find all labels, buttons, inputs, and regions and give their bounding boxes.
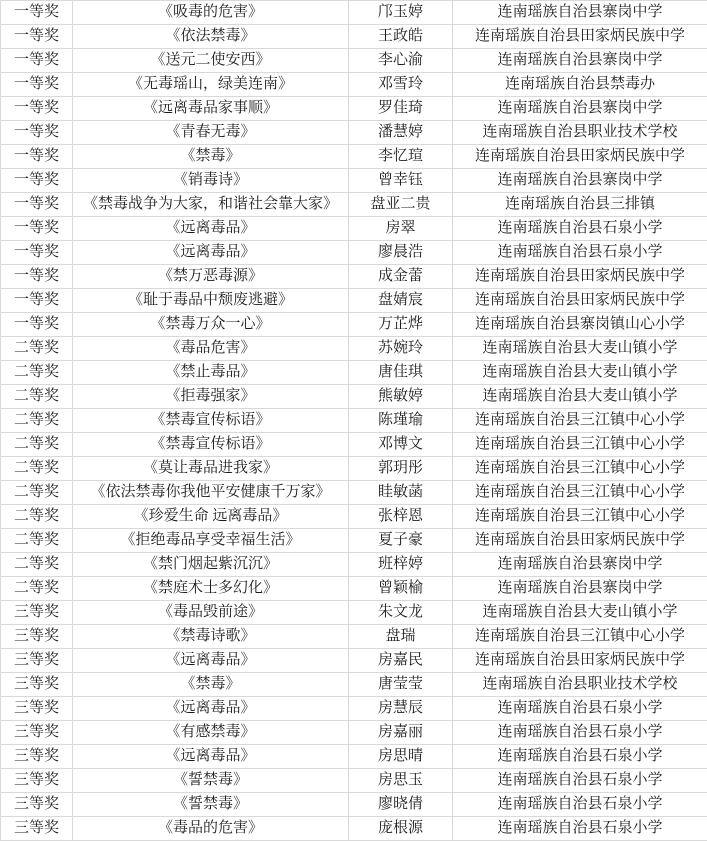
title-cell: 《禁门烟起紫沉沉》	[73, 553, 349, 577]
award-cell: 一等奖	[1, 25, 73, 49]
title-cell: 《远离毒品》	[73, 241, 349, 265]
title-cell: 《禁毒》	[73, 145, 349, 169]
school-cell: 连南瑶族自治县寨岗镇山心小学	[453, 313, 707, 337]
school-cell: 连南瑶族自治县石泉小学	[453, 721, 707, 745]
table-row	[1, 217, 707, 241]
award-cell: 三等奖	[1, 721, 73, 745]
title-cell: 《远离毒品》	[73, 697, 349, 721]
school-cell: 连南瑶族自治县田家炳民族中学	[453, 529, 707, 553]
author-cell: 房翠	[349, 217, 453, 241]
table-row	[1, 553, 707, 577]
award-cell: 二等奖	[1, 457, 73, 481]
author-cell: 王政皓	[349, 25, 453, 49]
table-row	[1, 481, 707, 505]
award-cell: 二等奖	[1, 409, 73, 433]
title-cell: 《拒绝毒品享受幸福生活》	[73, 529, 349, 553]
school-cell: 连南瑶族自治县石泉小学	[453, 217, 707, 241]
title-cell: 《销毒诗》	[73, 169, 349, 193]
author-cell: 盘瑞	[349, 625, 453, 649]
table-row	[1, 457, 707, 481]
title-cell: 《远离毒品》	[73, 745, 349, 769]
table-row	[1, 97, 707, 121]
table-row	[1, 121, 707, 145]
table-row	[1, 673, 707, 697]
author-cell: 唐佳琪	[349, 361, 453, 385]
award-cell: 二等奖	[1, 505, 73, 529]
author-cell: 房嘉丽	[349, 721, 453, 745]
award-cell: 二等奖	[1, 433, 73, 457]
award-cell: 三等奖	[1, 793, 73, 817]
school-cell: 连南瑶族自治县寨岗中学	[453, 169, 707, 193]
table-row	[1, 697, 707, 721]
author-cell: 成金蕾	[349, 265, 453, 289]
author-cell: 潘慧婷	[349, 121, 453, 145]
award-cell: 三等奖	[1, 769, 73, 793]
table-row	[1, 385, 707, 409]
title-cell: 《禁毒万众一心》	[73, 313, 349, 337]
table-row	[1, 1, 707, 25]
title-cell: 《誓禁毒》	[73, 793, 349, 817]
author-cell: 廖晓倩	[349, 793, 453, 817]
author-cell: 盘婧宸	[349, 289, 453, 313]
table-row	[1, 361, 707, 385]
title-cell: 《禁万恶毒源》	[73, 265, 349, 289]
title-cell: 《禁庭术士多幻化》	[73, 577, 349, 601]
school-cell: 连南瑶族自治县石泉小学	[453, 769, 707, 793]
title-cell: 《毒品毁前途》	[73, 601, 349, 625]
table-row	[1, 721, 707, 745]
school-cell: 连南瑶族自治县三江镇中心小学	[453, 625, 707, 649]
school-cell: 连南瑶族自治县石泉小学	[453, 697, 707, 721]
author-cell: 邓博文	[349, 433, 453, 457]
school-cell: 连南瑶族自治县三排镇	[453, 193, 707, 217]
award-cell: 二等奖	[1, 361, 73, 385]
school-cell: 连南瑶族自治县三江镇中心小学	[453, 481, 707, 505]
school-cell: 连南瑶族自治县石泉小学	[453, 817, 707, 841]
table-row	[1, 433, 707, 457]
table-row	[1, 745, 707, 769]
award-cell: 一等奖	[1, 73, 73, 97]
title-cell: 《珍爱生命 远离毒品》	[73, 505, 349, 529]
author-cell: 邝玉婷	[349, 1, 453, 25]
author-cell: 罗佳琦	[349, 97, 453, 121]
school-cell: 连南瑶族自治县三江镇中心小学	[453, 433, 707, 457]
award-cell: 一等奖	[1, 49, 73, 73]
award-cell: 二等奖	[1, 577, 73, 601]
table-row	[1, 793, 707, 817]
table-row	[1, 193, 707, 217]
author-cell: 苏婉玲	[349, 337, 453, 361]
school-cell: 连南瑶族自治县三江镇中心小学	[453, 409, 707, 433]
school-cell: 连南瑶族自治县石泉小学	[453, 241, 707, 265]
author-cell: 庞根源	[349, 817, 453, 841]
author-cell: 万芷烨	[349, 313, 453, 337]
table-row	[1, 265, 707, 289]
title-cell: 《誓禁毒》	[73, 769, 349, 793]
school-cell: 连南瑶族自治县寨岗中学	[453, 97, 707, 121]
table-row	[1, 505, 707, 529]
title-cell: 《耻于毒品中颓废逃避》	[73, 289, 349, 313]
award-cell: 三等奖	[1, 649, 73, 673]
author-cell: 熊敏婷	[349, 385, 453, 409]
school-cell: 连南瑶族自治县石泉小学	[453, 793, 707, 817]
award-cell: 一等奖	[1, 313, 73, 337]
author-cell: 曾颖榆	[349, 577, 453, 601]
author-cell: 李心渝	[349, 49, 453, 73]
award-cell: 三等奖	[1, 697, 73, 721]
author-cell: 班梓婷	[349, 553, 453, 577]
table-row	[1, 577, 707, 601]
award-cell: 三等奖	[1, 625, 73, 649]
title-cell: 《禁止毒品》	[73, 361, 349, 385]
school-cell: 连南瑶族自治县大麦山镇小学	[453, 385, 707, 409]
table-row	[1, 25, 707, 49]
school-cell: 连南瑶族自治县田家炳民族中学	[453, 289, 707, 313]
school-cell: 连南瑶族自治县大麦山镇小学	[453, 361, 707, 385]
title-cell: 《吸毒的危害》	[73, 1, 349, 25]
school-cell: 连南瑶族自治县三江镇中心小学	[453, 505, 707, 529]
award-cell: 一等奖	[1, 265, 73, 289]
school-cell: 连南瑶族自治县田家炳民族中学	[453, 25, 707, 49]
award-cell: 二等奖	[1, 529, 73, 553]
table-row	[1, 313, 707, 337]
table-row	[1, 769, 707, 793]
author-cell: 郭玥彤	[349, 457, 453, 481]
table-row	[1, 409, 707, 433]
title-cell: 《远离毒品》	[73, 217, 349, 241]
title-cell: 《远离毒品》	[73, 649, 349, 673]
table-row	[1, 145, 707, 169]
author-cell: 房慧辰	[349, 697, 453, 721]
award-cell: 三等奖	[1, 673, 73, 697]
author-cell: 李忆瑄	[349, 145, 453, 169]
title-cell: 《无毒瑶山，绿美连南》	[73, 73, 349, 97]
award-cell: 二等奖	[1, 385, 73, 409]
title-cell: 《禁毒》	[73, 673, 349, 697]
title-cell: 《禁毒战争为大家，和谐社会靠大家》	[73, 193, 349, 217]
table-row	[1, 169, 707, 193]
award-cell: 三等奖	[1, 601, 73, 625]
title-cell: 《拒毒强家》	[73, 385, 349, 409]
title-cell: 《毒品的危害》	[73, 817, 349, 841]
award-cell: 一等奖	[1, 145, 73, 169]
award-cell: 一等奖	[1, 121, 73, 145]
author-cell: 房思晴	[349, 745, 453, 769]
title-cell: 《禁毒诗歌》	[73, 625, 349, 649]
author-cell: 夏子豪	[349, 529, 453, 553]
table-row	[1, 625, 707, 649]
school-cell: 连南瑶族自治县寨岗中学	[453, 577, 707, 601]
table-row	[1, 601, 707, 625]
award-cell: 三等奖	[1, 745, 73, 769]
title-cell: 《禁毒宣传标语》	[73, 433, 349, 457]
school-cell: 连南瑶族自治县禁毒办	[453, 73, 707, 97]
title-cell: 《禁毒宣传标语》	[73, 409, 349, 433]
school-cell: 连南瑶族自治县寨岗中学	[453, 49, 707, 73]
school-cell: 连南瑶族自治县寨岗中学	[453, 553, 707, 577]
school-cell: 连南瑶族自治县三江镇中心小学	[453, 457, 707, 481]
school-cell: 连南瑶族自治县田家炳民族中学	[453, 649, 707, 673]
author-cell: 陈瑾瑜	[349, 409, 453, 433]
award-cell: 二等奖	[1, 481, 73, 505]
title-cell: 《远离毒品家事顺》	[73, 97, 349, 121]
author-cell: 房思玉	[349, 769, 453, 793]
award-cell: 二等奖	[1, 337, 73, 361]
school-cell: 连南瑶族自治县职业技术学校	[453, 673, 707, 697]
author-cell: 盘亚二贵	[349, 193, 453, 217]
school-cell: 连南瑶族自治县大麦山镇小学	[453, 337, 707, 361]
table-row	[1, 337, 707, 361]
title-cell: 《依法禁毒你我他平安健康千万家》	[73, 481, 349, 505]
table-row	[1, 289, 707, 313]
title-cell: 《依法禁毒》	[73, 25, 349, 49]
award-cell: 二等奖	[1, 553, 73, 577]
school-cell: 连南瑶族自治县田家炳民族中学	[453, 145, 707, 169]
table-row	[1, 49, 707, 73]
author-cell: 眭敏菡	[349, 481, 453, 505]
school-cell: 连南瑶族自治县石泉小学	[453, 745, 707, 769]
author-cell: 朱文龙	[349, 601, 453, 625]
table-row	[1, 649, 707, 673]
author-cell: 唐莹莹	[349, 673, 453, 697]
school-cell: 连南瑶族自治县大麦山镇小学	[453, 601, 707, 625]
title-cell: 《有感禁毒》	[73, 721, 349, 745]
award-cell: 一等奖	[1, 193, 73, 217]
award-cell: 三等奖	[1, 817, 73, 841]
award-cell: 一等奖	[1, 217, 73, 241]
author-cell: 房嘉民	[349, 649, 453, 673]
table-row	[1, 241, 707, 265]
award-cell: 一等奖	[1, 289, 73, 313]
title-cell: 《莫让毒品进我家》	[73, 457, 349, 481]
title-cell: 《毒品危害》	[73, 337, 349, 361]
title-cell: 《送元二使安西》	[73, 49, 349, 73]
author-cell: 邓雪玲	[349, 73, 453, 97]
award-cell: 一等奖	[1, 169, 73, 193]
school-cell: 连南瑶族自治县寨岗中学	[453, 1, 707, 25]
author-cell: 廖晨浩	[349, 241, 453, 265]
table-row	[1, 529, 707, 553]
school-cell: 连南瑶族自治县田家炳民族中学	[453, 265, 707, 289]
table-row	[1, 817, 707, 841]
award-cell: 一等奖	[1, 1, 73, 25]
award-cell: 一等奖	[1, 97, 73, 121]
table-row	[1, 73, 707, 97]
author-cell: 张梓恩	[349, 505, 453, 529]
title-cell: 《青春无毒》	[73, 121, 349, 145]
award-cell: 一等奖	[1, 241, 73, 265]
awards-table-body	[1, 1, 707, 841]
author-cell: 曾幸钰	[349, 169, 453, 193]
school-cell: 连南瑶族自治县职业技术学校	[453, 121, 707, 145]
